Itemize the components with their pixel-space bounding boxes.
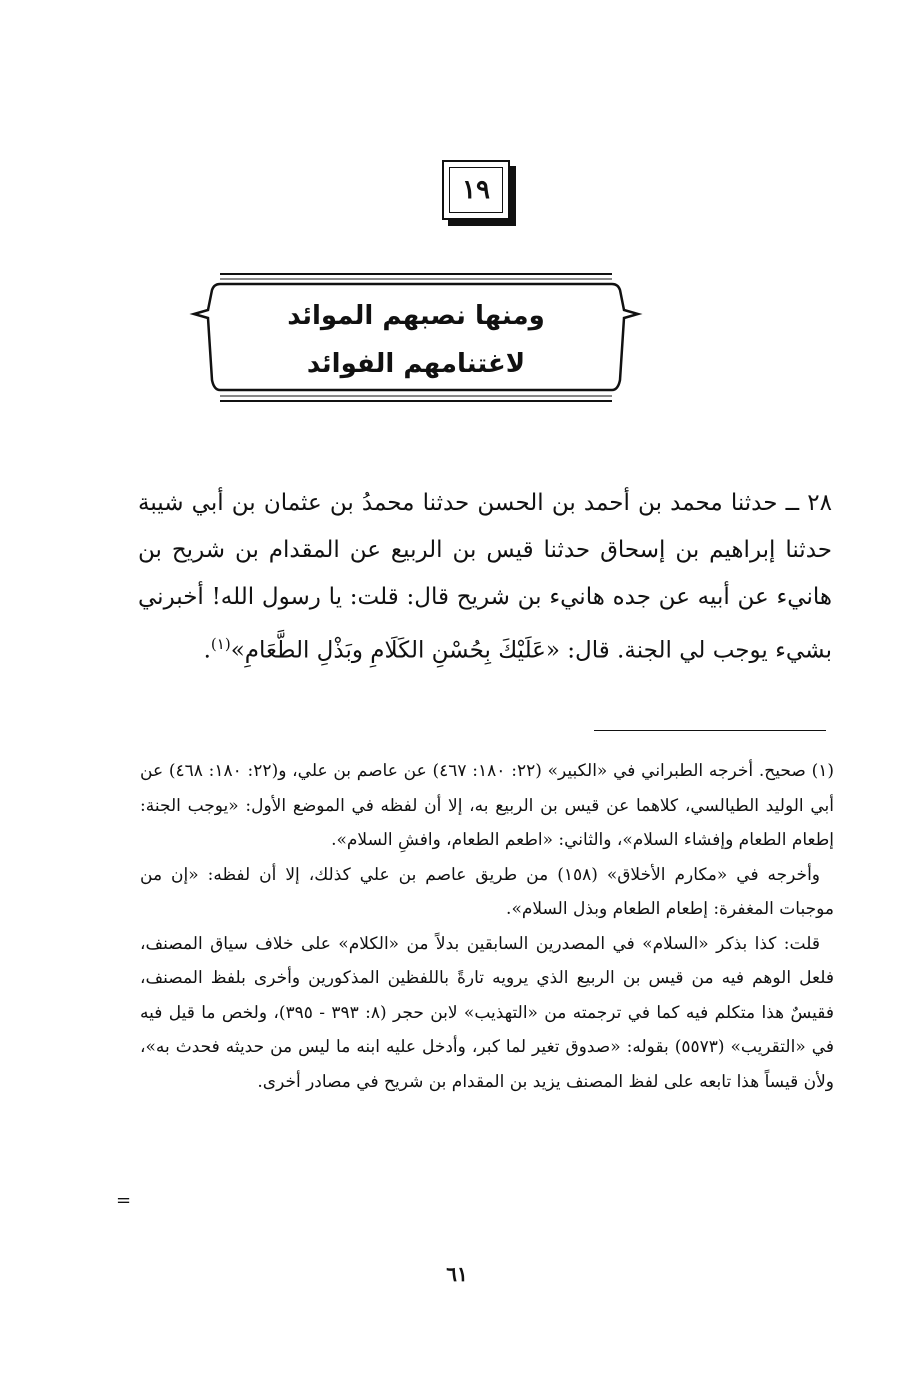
page-number: ٦١ xyxy=(446,1262,468,1286)
footnote-paragraph-1: (١) صحيح. أخرجه الطبراني في «الكبير» (٢٢: ١٨٠: ٤٦٧) عن عاصم بن علي، و(٢٢: ١٨٠: ٤٦٨) عن أبي الوليد الطيالسي، كلاهما عن قيس بن الربيع به، إلا أن لفظه في الموضع الأول: «يوجب الجنة: إطعام الطعام وإفشاء السلام»، والثاني: «اطعم الطعام، وافشِ السلام». xyxy=(140,761,834,850)
chapter-title xyxy=(188,292,644,388)
footnote-paragraph-3: قلت: كذا بذكر «السلام» في المصدرين السابقين بدلاً من «الكلام» على خلاف سياق المصنف، فلعل الوهم فيه من قيس بن الربيع الذي يرويه تارةً باللفظين المذكورين وأخرى بلفظ المصنف، فقيسٌ هذا متكلم فيه كما في ترجمته من «التهذيب» لابن حجر (٨: ٣٩٣ - ٣٩٥)، ولخص ما قيل فيه في «التقريب» (٥٥٧٣) بقوله: «صدوق تغير لما كبر، وأدخل عليه ابنه ما ليس من حديثه فحدث به»، ولأن قيساً هذا تابعه على لفظ المصنف يزيد بن المقدام بن شريح في مصادر أخرى. xyxy=(140,933,834,1092)
title-frame xyxy=(188,270,644,410)
hadith-paragraph xyxy=(138,480,832,675)
chapter-number-box xyxy=(442,160,510,220)
hadith-end: . xyxy=(203,637,211,664)
chapter-number: ١٩ xyxy=(449,167,503,213)
chapter-title-line-2: لاغتنامهم الفوائد xyxy=(306,349,526,379)
footnote-paragraph-2: وأخرجه في «مكارم الأخلاق» (١٥٨) من طريق عاصم بن علي كذلك، إلا أن لفظه: «إن من موجبات المغفرة: إطعام الطعام وبذل السلام». xyxy=(140,864,834,919)
main-text xyxy=(138,480,832,675)
continuation-mark: = xyxy=(116,1190,132,1211)
footnotes xyxy=(140,754,834,1099)
hadith-text: ٢٨ ــ حدثنا محمد بن أحمد بن الحسن حدثنا محمدُ بن عثمان بن أبي شيبة حدثنا إبراهيم بن إسحاق حدثنا قيس بن الربيع عن المقدام بن شريح بن هانيء عن أبيه عن جده هانيء بن شريح قال: قلت: يا رسول الله! أخبرني بشيء يوجب لي الجنة. قال: «عَلَيْكَ بِحُسْنِ الكَلَامِ وبَذْلِ الطَّعَامِ» xyxy=(138,490,832,664)
footnote-separator xyxy=(594,730,826,731)
footnote-reference: (١) xyxy=(210,635,231,653)
chapter-title-line-1: ومنها نصبهم الموائد xyxy=(287,301,545,331)
